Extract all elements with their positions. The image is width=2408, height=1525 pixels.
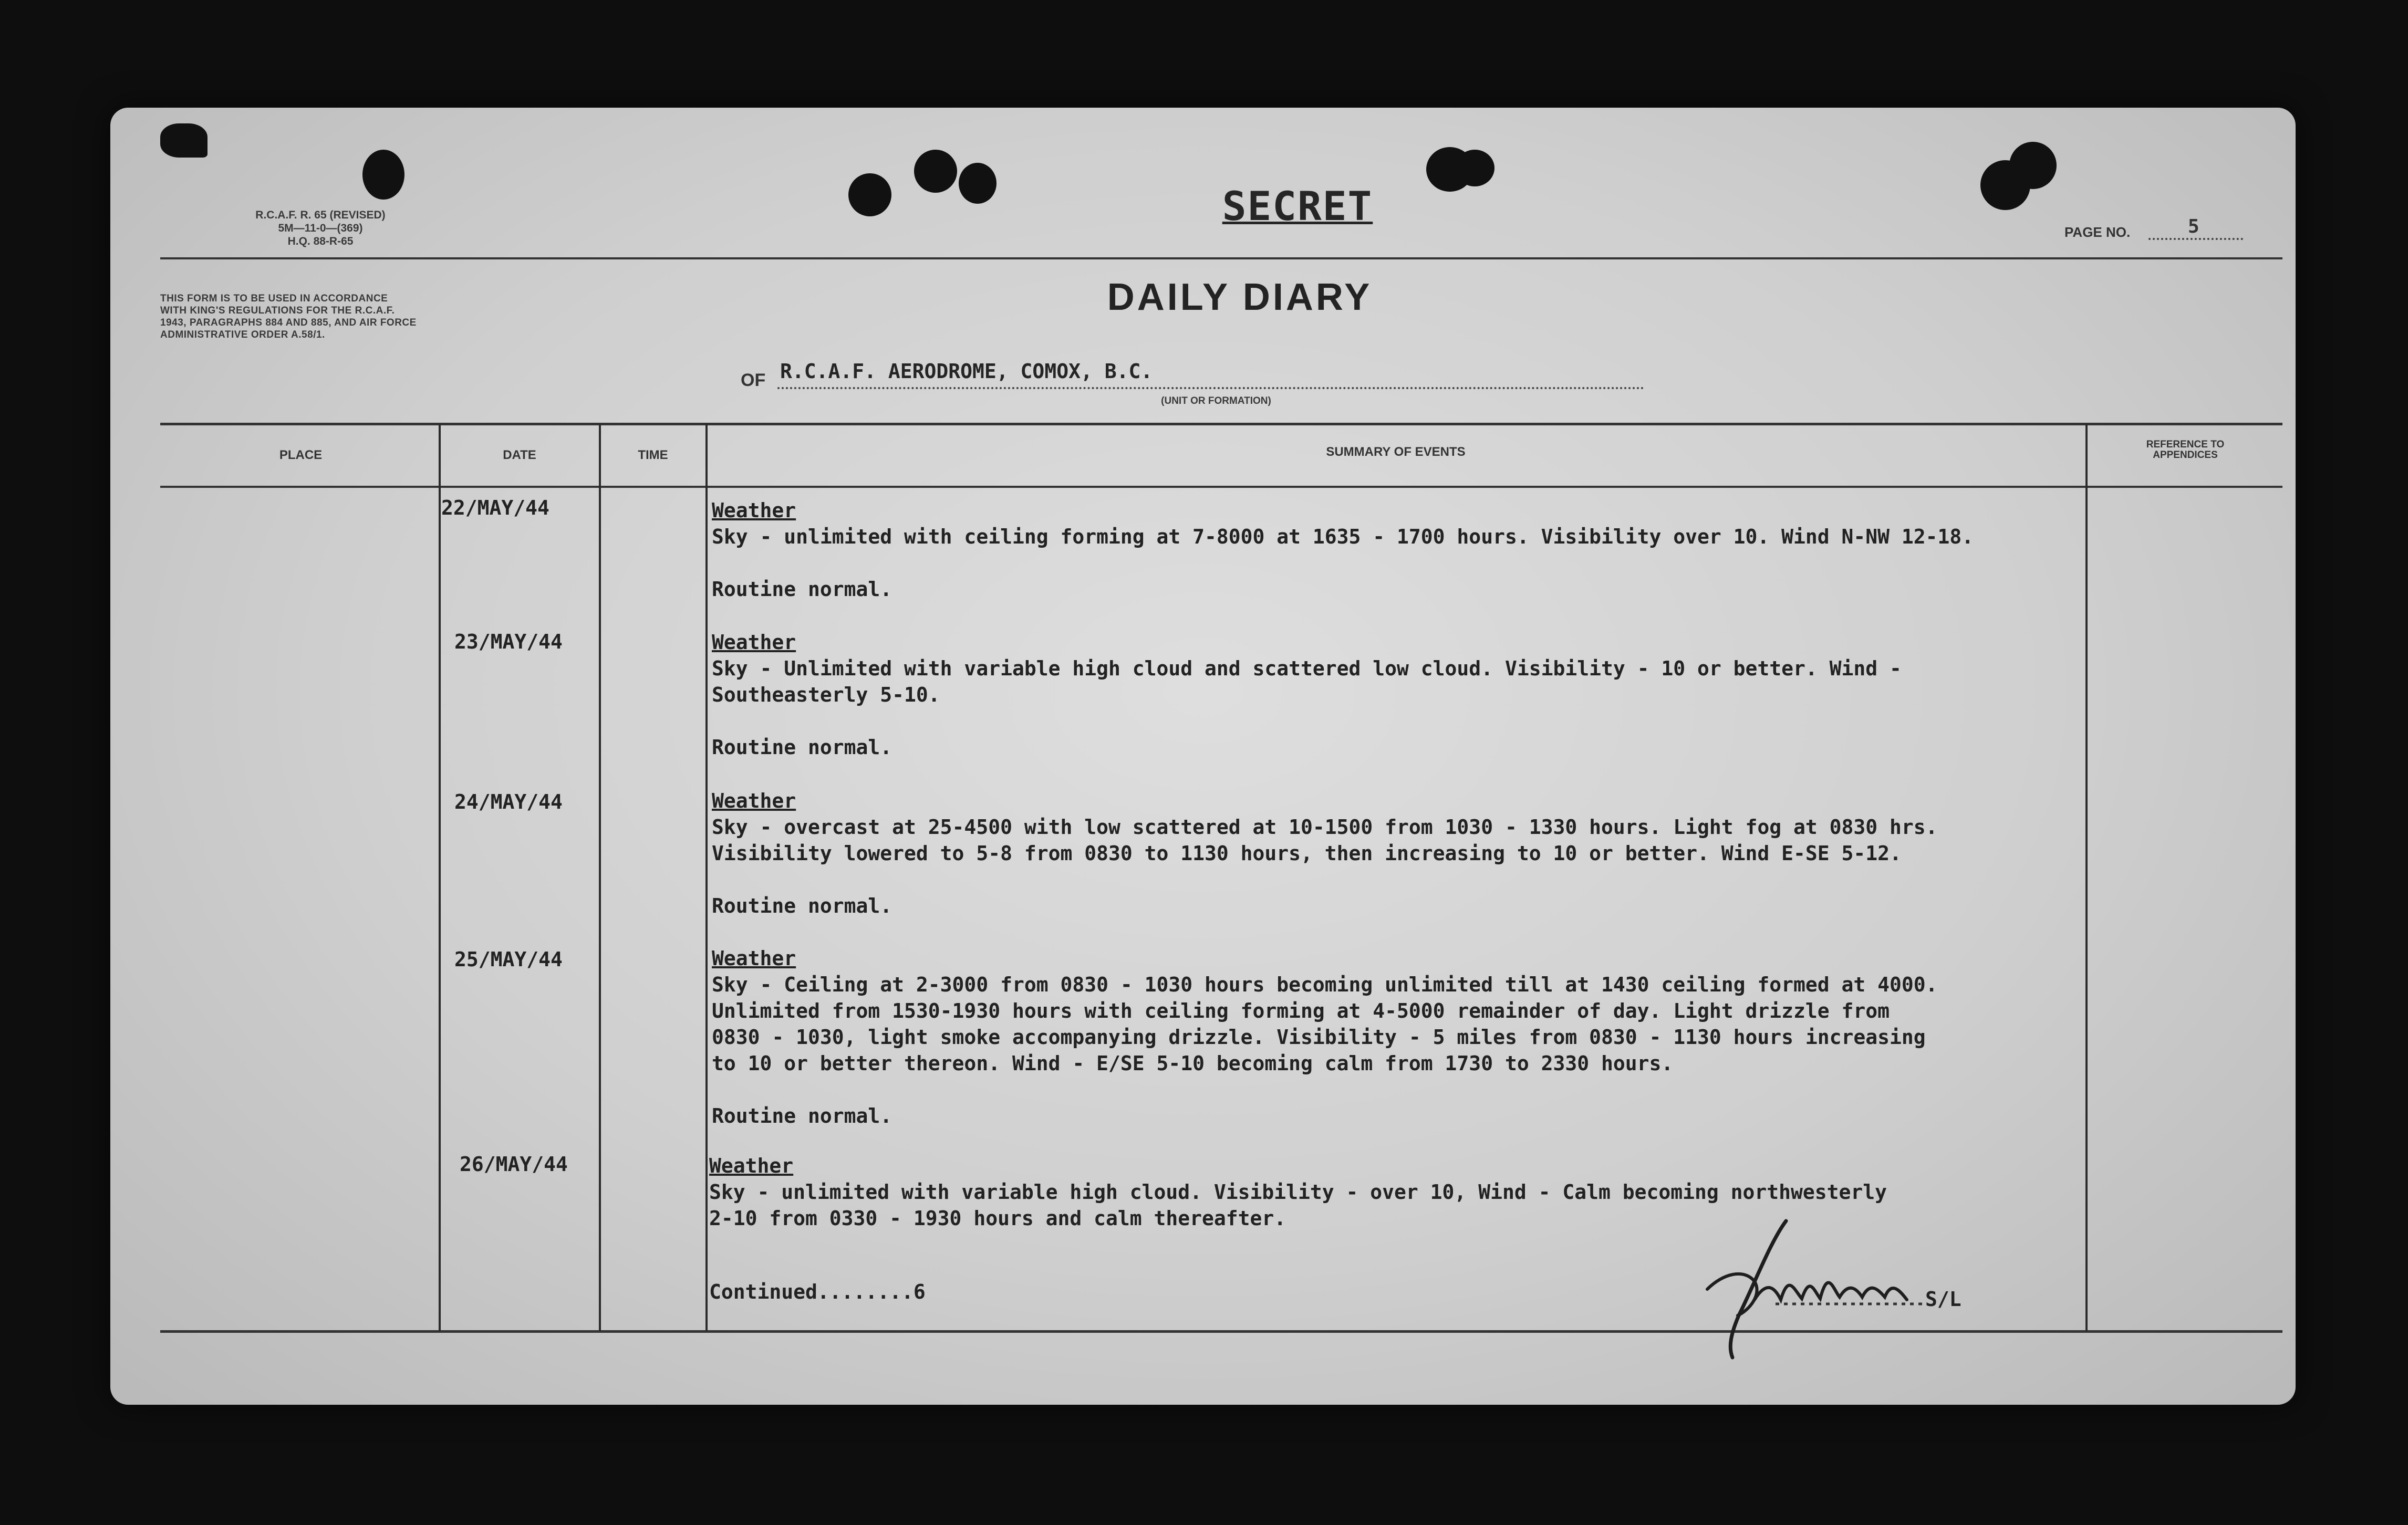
form-reference [173, 208, 468, 248]
entry-line: Sky - unlimited with variable high cloud. Visibility - over 10, Wind - Calm becoming northwesterly [709, 1181, 1887, 1204]
punch-hole [959, 163, 997, 204]
column-header-summary: SUMMARY OF EVENTS [1326, 445, 1466, 459]
page-title: DAILY DIARY [1107, 276, 1373, 318]
entry-routine: Routine normal. [712, 578, 892, 601]
entry-heading: Weather [712, 631, 796, 654]
entry-routine: Routine normal. [712, 1104, 892, 1127]
entry-date: 26/MAY/44 [460, 1153, 568, 1176]
entry-line: Southeasterly 5-10. [712, 683, 940, 706]
column-divider [705, 424, 708, 1331]
page-number-label: PAGE NO. [2064, 224, 2131, 240]
column-header-date: DATE [503, 448, 536, 462]
reference-header-line: REFERENCE TO [2146, 439, 2225, 450]
instruction-line: THIS FORM IS TO BE USED IN ACCORDANCE [160, 293, 388, 304]
form-ref-line: 5M—11-0—(369) [278, 222, 363, 234]
entry-date: 22/MAY/44 [441, 496, 549, 519]
column-header-reference [2088, 440, 2282, 461]
page-number: 5 [2188, 216, 2199, 237]
table-top-rule [160, 423, 2282, 425]
punch-hole [2009, 142, 2057, 189]
entry-heading: Weather [712, 499, 796, 522]
reference-header-line: APPENDICES [2153, 450, 2218, 461]
entry-date: 24/MAY/44 [454, 790, 563, 813]
form-ref-line: H.Q. 88-R-65 [287, 235, 354, 247]
table-header-rule [160, 486, 2282, 488]
instruction-line: WITH KING'S REGULATIONS FOR THE R.C.A.F. [160, 305, 395, 316]
entry-line: Sky - Unlimited with variable high cloud and scattered low cloud. Visibility - 10 or better. Wind - [712, 657, 1902, 680]
form-ref-line: R.C.A.F. R. 65 (REVISED) [255, 209, 386, 221]
column-header-time: TIME [638, 448, 668, 462]
entry-routine: Routine normal. [712, 894, 892, 917]
column-divider [2085, 424, 2088, 1331]
entry-line: Sky - Ceiling at 2-3000 from 0830 - 1030 hours becoming unlimited till at 1430 ceiling formed at 4000. [712, 973, 1938, 996]
diary-entry [712, 629, 1902, 760]
punch-hole [848, 173, 891, 216]
entry-routine: Routine normal. [712, 736, 892, 759]
continued-note: Continued........6 [709, 1280, 926, 1303]
entry-line: Visibility lowered to 5-8 from 0830 to 1130 hours, then increasing to 10 or better. Wind E-SE 5-12. [712, 842, 1902, 865]
entry-heading: Weather [712, 789, 796, 812]
punch-hole [362, 150, 404, 200]
entry-date: 25/MAY/44 [454, 948, 563, 971]
unit-caption: (UNIT OR FORMATION) [1161, 395, 1271, 406]
entry-heading: Weather [712, 947, 796, 970]
entry-line: 0830 - 1030, light smoke accompanying drizzle. Visibility - 5 miles from 0830 - 1130 hours increasing [712, 1026, 1926, 1049]
unit-line [777, 387, 1644, 389]
entry-line: Sky - overcast at 25-4500 with low scattered at 10-1500 from 1030 - 1330 hours. Light fog at 0830 hrs. [712, 816, 1938, 839]
instruction-line: ADMINISTRATIVE ORDER A.58/1. [160, 329, 325, 340]
punch-hole [914, 150, 957, 193]
diary-entry [712, 497, 1974, 602]
entry-line: Unlimited from 1530-1930 hours with ceiling forming at 4-5000 remainder of day. Light drizzle from [712, 999, 1890, 1022]
unit-of-label: OF [741, 370, 766, 390]
signature-suffix: S/L [1925, 1288, 1961, 1311]
page-number-line [2148, 238, 2243, 240]
form-instructions [160, 293, 517, 341]
classification-stamp: SECRET [1222, 183, 1373, 229]
unit-name: R.C.A.F. AERODROME, COMOX, B.C. [780, 360, 1153, 383]
entry-line: to 10 or better thereon. Wind - E/SE 5-10 becoming calm from 1730 to 2330 hours. [712, 1052, 1674, 1075]
header-rule [160, 257, 2282, 259]
entry-date: 23/MAY/44 [454, 630, 563, 653]
instruction-line: 1943, PARAGRAPHS 884 AND 885, AND AIR FORCE [160, 317, 417, 328]
diary-page [110, 108, 2296, 1405]
entry-heading: Weather [709, 1154, 794, 1177]
punch-hole [160, 123, 207, 158]
signature-image [1676, 1210, 1970, 1363]
punch-hole [1455, 150, 1494, 186]
entry-line: 2-10 from 0330 - 1930 hours and calm thereafter. [709, 1207, 1286, 1230]
column-divider [599, 424, 601, 1331]
column-header-place: PLACE [279, 448, 323, 462]
entry-line: Sky - unlimited with ceiling forming at 7-8000 at 1635 - 1700 hours. Visibility over 10. Wind N-NW 12-18. [712, 525, 1974, 548]
column-divider [439, 424, 441, 1331]
diary-entry [712, 945, 1938, 1129]
diary-entry [712, 788, 1938, 919]
